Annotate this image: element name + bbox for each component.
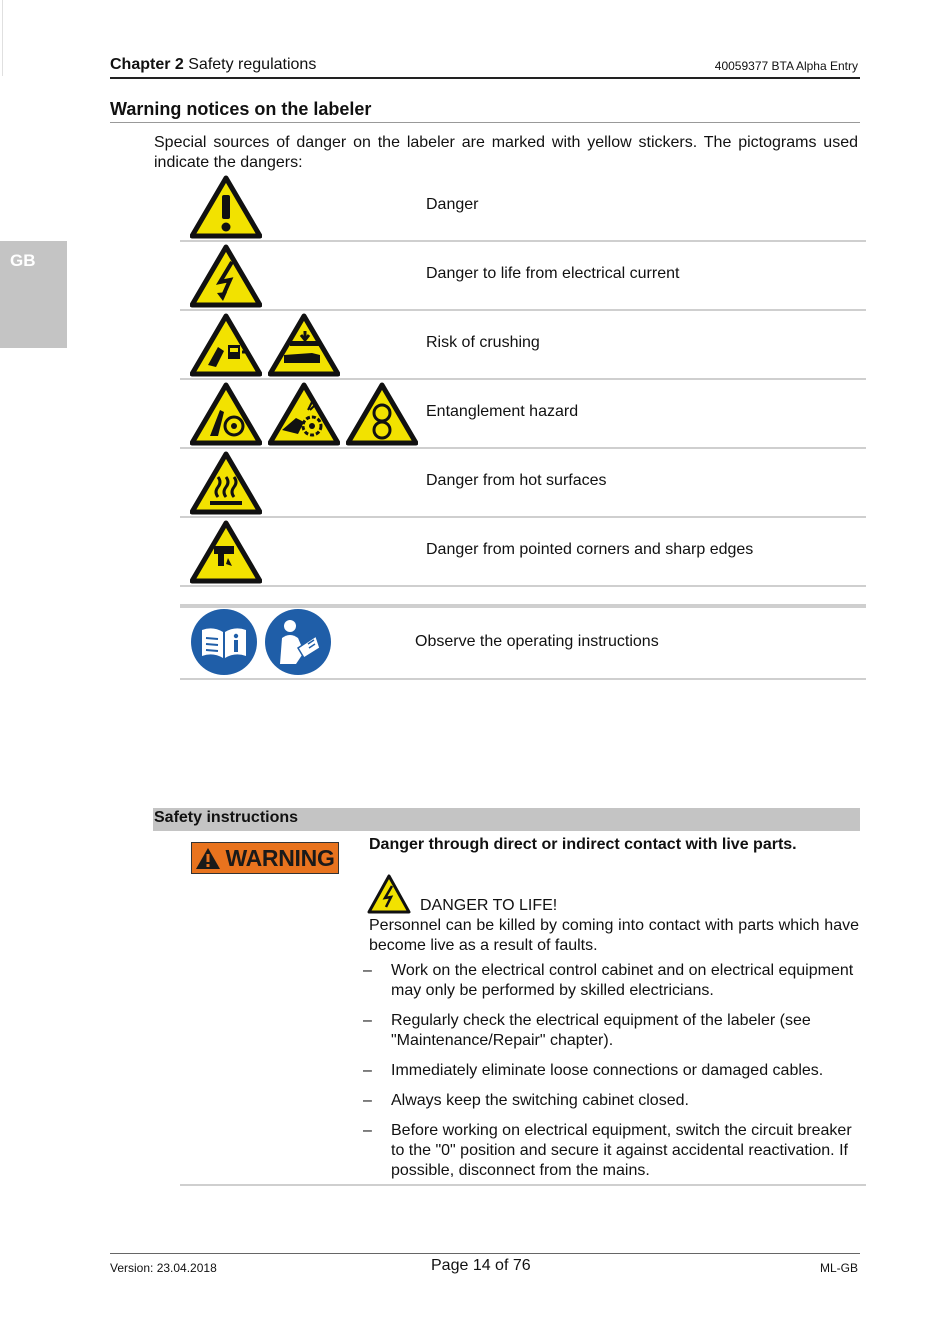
footer-version: Version: 23.04.2018 [110,1261,217,1275]
entanglement-hand-icon [190,382,262,446]
pictogram-label: Risk of crushing [426,334,540,351]
warning-badge [191,842,339,874]
bullet-text: Immediately eliminate loose connections or damaged cables. [391,1062,824,1079]
header-chapter [110,56,316,74]
electrical-warning-icon [367,874,411,914]
danger-to-life-label: DANGER TO LIFE! [420,897,558,914]
pictogram-row-danger [180,173,866,242]
header-rule [110,77,860,79]
pictogram-label: Danger [426,196,479,213]
section-intro: Special sources of danger on the labeler are marked with yellow stickers. The pictograms used indicate the dangers: [154,134,858,171]
bullet-dash: – [363,1012,372,1029]
page-edge-rule [2,0,3,76]
bullet-text: Work on the electrical control cabinet and on electrical equipment may only be performed by skilled electricians. [391,962,854,999]
safety-instructions-title: Safety instructions [154,809,299,826]
bullet-dash: – [363,962,372,979]
pictogram-row-electrical [180,242,866,311]
pictogram-label: Danger from pointed corners and sharp edges [426,541,754,558]
pictogram-row-crushing [180,311,866,380]
rollers-icon [346,382,418,446]
section-title: Warning notices on the labeler [110,99,372,119]
pictogram-label: Entanglement hazard [426,403,579,420]
footer-rule [110,1253,860,1254]
footer-page-number: Page 14 of 76 [431,1257,531,1274]
pictogram-row-sharp-edges [180,518,866,587]
manual-icon [190,608,258,676]
warning-badge-label: WARNING [225,844,335,871]
list-item [363,961,863,1001]
bullet-text: Regularly check the electrical equipment of the labeler (see "Maintenance/Repair" chapter). [391,1012,811,1049]
read-instructions-icon [264,608,332,676]
language-tab [0,241,67,348]
pictogram-label: Danger from hot surfaces [426,472,607,489]
bullet-dash: – [363,1122,372,1139]
safety-bottom-rule [180,1184,866,1186]
pictogram-label: Danger to life from electrical current [426,265,680,282]
footer-code: ML-GB [819,1261,858,1275]
entanglement-gear-icon [268,382,340,446]
pictogram-row-entanglement [180,380,866,449]
list-item [363,1121,863,1181]
pictogram-spacer [180,587,866,606]
pictogram-row-hot-surfaces [180,449,866,518]
hand-crush-icon [268,313,340,377]
pictogram-row-instructions [180,606,866,680]
electrical-hazard-icon [190,244,262,308]
bullet-dash: – [363,1092,372,1109]
language-tab-label: GB [10,251,36,270]
list-item [363,1091,863,1111]
list-item [363,1011,863,1051]
hot-surface-icon [190,451,262,515]
pictogram-label: Observe the operating instructions [415,633,659,650]
bullet-text: Always keep the switching cabinet closed. [391,1092,689,1109]
chapter-number: Chapter 2 [110,56,184,73]
chapter-title: Safety regulations [188,56,317,73]
sharp-edges-icon [190,520,262,584]
section-rule [110,122,860,123]
warning-triangle-icon [195,847,221,870]
exclamation-warning-icon [190,175,262,239]
personnel-warning-text: Personnel can be killed by coming into contact with parts which have become live as a result of faults. [369,917,859,954]
list-item [363,1061,863,1081]
safety-bullet-list [363,961,863,1191]
bullet-text: Before working on electrical equipment, switch the circuit breaker to the "0" position and secure it against accidental reactivation. If possible, disconnect from the mains. [391,1122,852,1179]
safety-instructions-bar [153,808,860,831]
bullet-dash: – [363,1062,372,1079]
header-doc-id: 40059377 BTA Alpha Entry [714,59,858,73]
crushing-hazard-icon [190,313,262,377]
danger-heading: Danger through direct or indirect contact with live parts. [369,836,797,853]
pictogram-table [180,173,866,680]
